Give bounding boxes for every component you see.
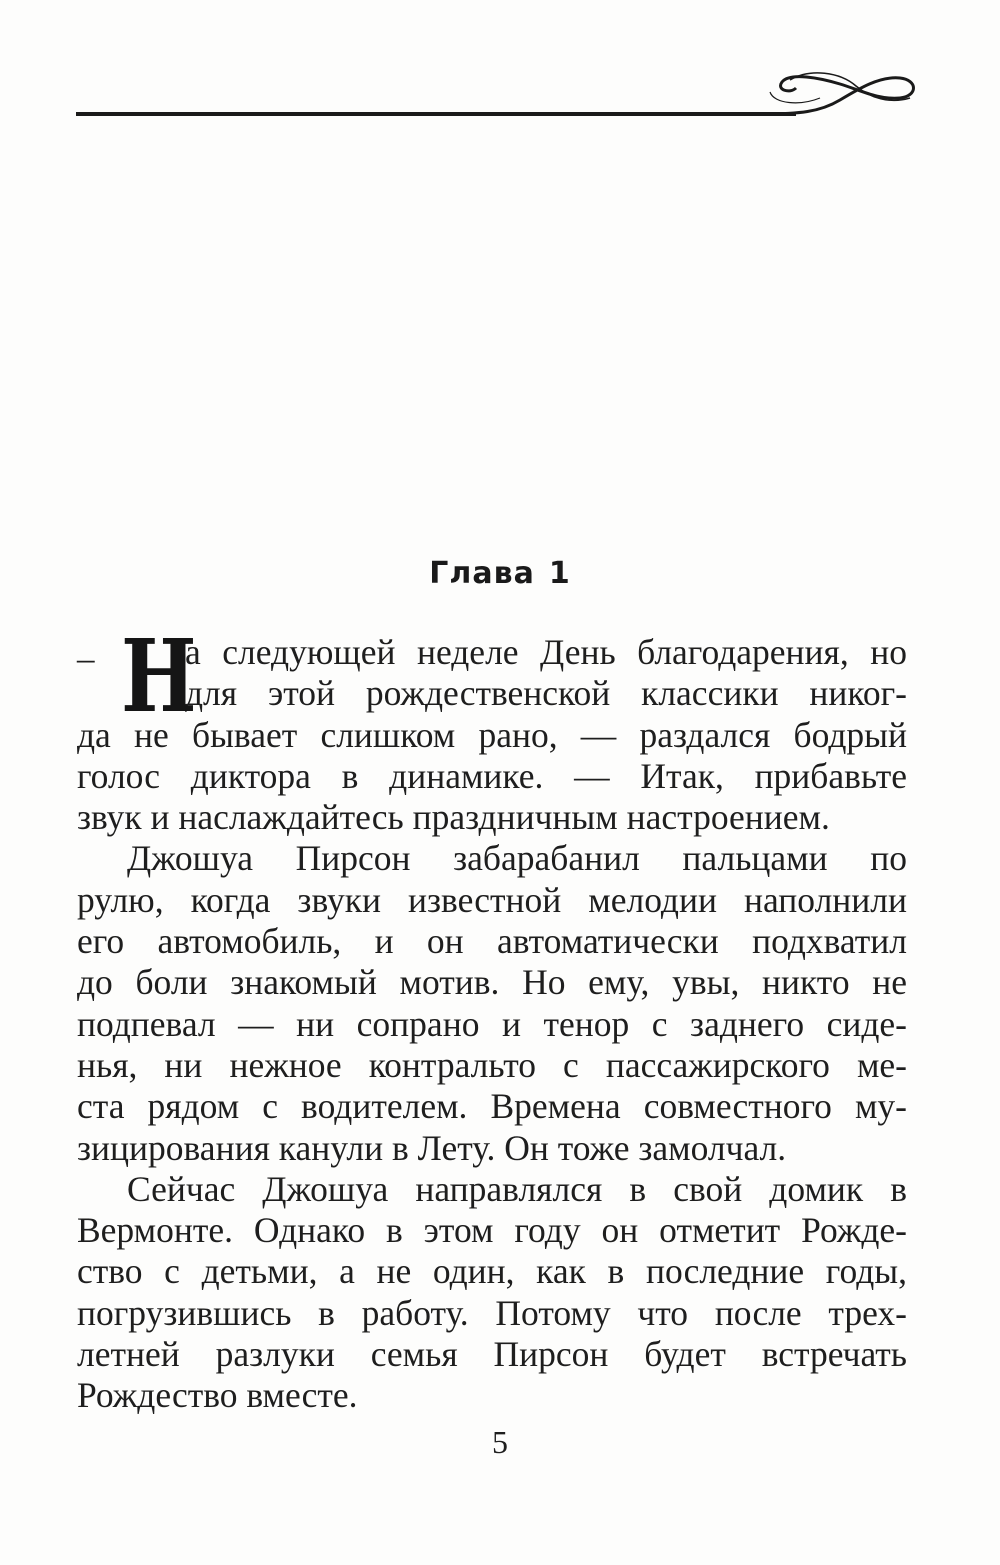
body-text [77, 617, 907, 1417]
text-line: летней разлуки семья Пирсон будет встречать [77, 1334, 907, 1375]
text-line: а следующей неделе День благодарения, но [185, 632, 907, 672]
paragraph-1 [77, 617, 907, 838]
text-line: рулю, когда звуки известной мелодии наполнили [77, 879, 907, 920]
flourish-ornament-icon [760, 62, 920, 122]
paragraph-2 [77, 838, 907, 1168]
text-line: да не бывает слишком рано, — раздался бодрый [77, 714, 907, 755]
text-line: голос диктора в динамике. — Итак, прибавьте [77, 755, 907, 796]
text-line: подпевал — ни сопрано и тенор с заднего сиде- [77, 1003, 907, 1044]
text-line: Вермонте. Однако в этом году он отметит Рожде- [77, 1210, 907, 1251]
text-line: погрузившись в работу. Потому что после трех- [77, 1292, 907, 1333]
text-line: ста рядом с водителем. Времена совместного му- [77, 1086, 907, 1127]
chapter-number: 1 [548, 556, 571, 591]
text-line: Джошуа Пирсон забарабанил пальцами по [127, 838, 907, 879]
text-line: Сейчас Джошуа направлялся в свой домик в [127, 1168, 907, 1209]
text-line: Рождество вместе. [77, 1375, 358, 1416]
text-line: нья, ни нежное контральто с пассажирского ме- [77, 1044, 907, 1085]
page-number: 5 [492, 1424, 508, 1460]
text-line: для этой рождественской классики никог- [185, 673, 907, 714]
header-rule [76, 112, 796, 116]
text-line: его автомобиль, и он автоматически подхватил [77, 921, 907, 962]
chapter-title [0, 556, 1000, 591]
dialogue-dash: – [77, 639, 95, 678]
text-line: ство с детьми, а не один, как в последние годы, [77, 1251, 907, 1292]
text-line: зицирования канули в Лету. Он тоже замолчал. [77, 1127, 787, 1168]
text-line: до боли знакомый мотив. Но ему, увы, никто не [77, 962, 907, 1003]
text-line: звук и наслаждайтесь праздничным настроением. [77, 797, 830, 838]
chapter-label: Глава [429, 556, 535, 591]
paragraph-3 [77, 1169, 907, 1417]
drop-cap: Н [121, 617, 197, 735]
